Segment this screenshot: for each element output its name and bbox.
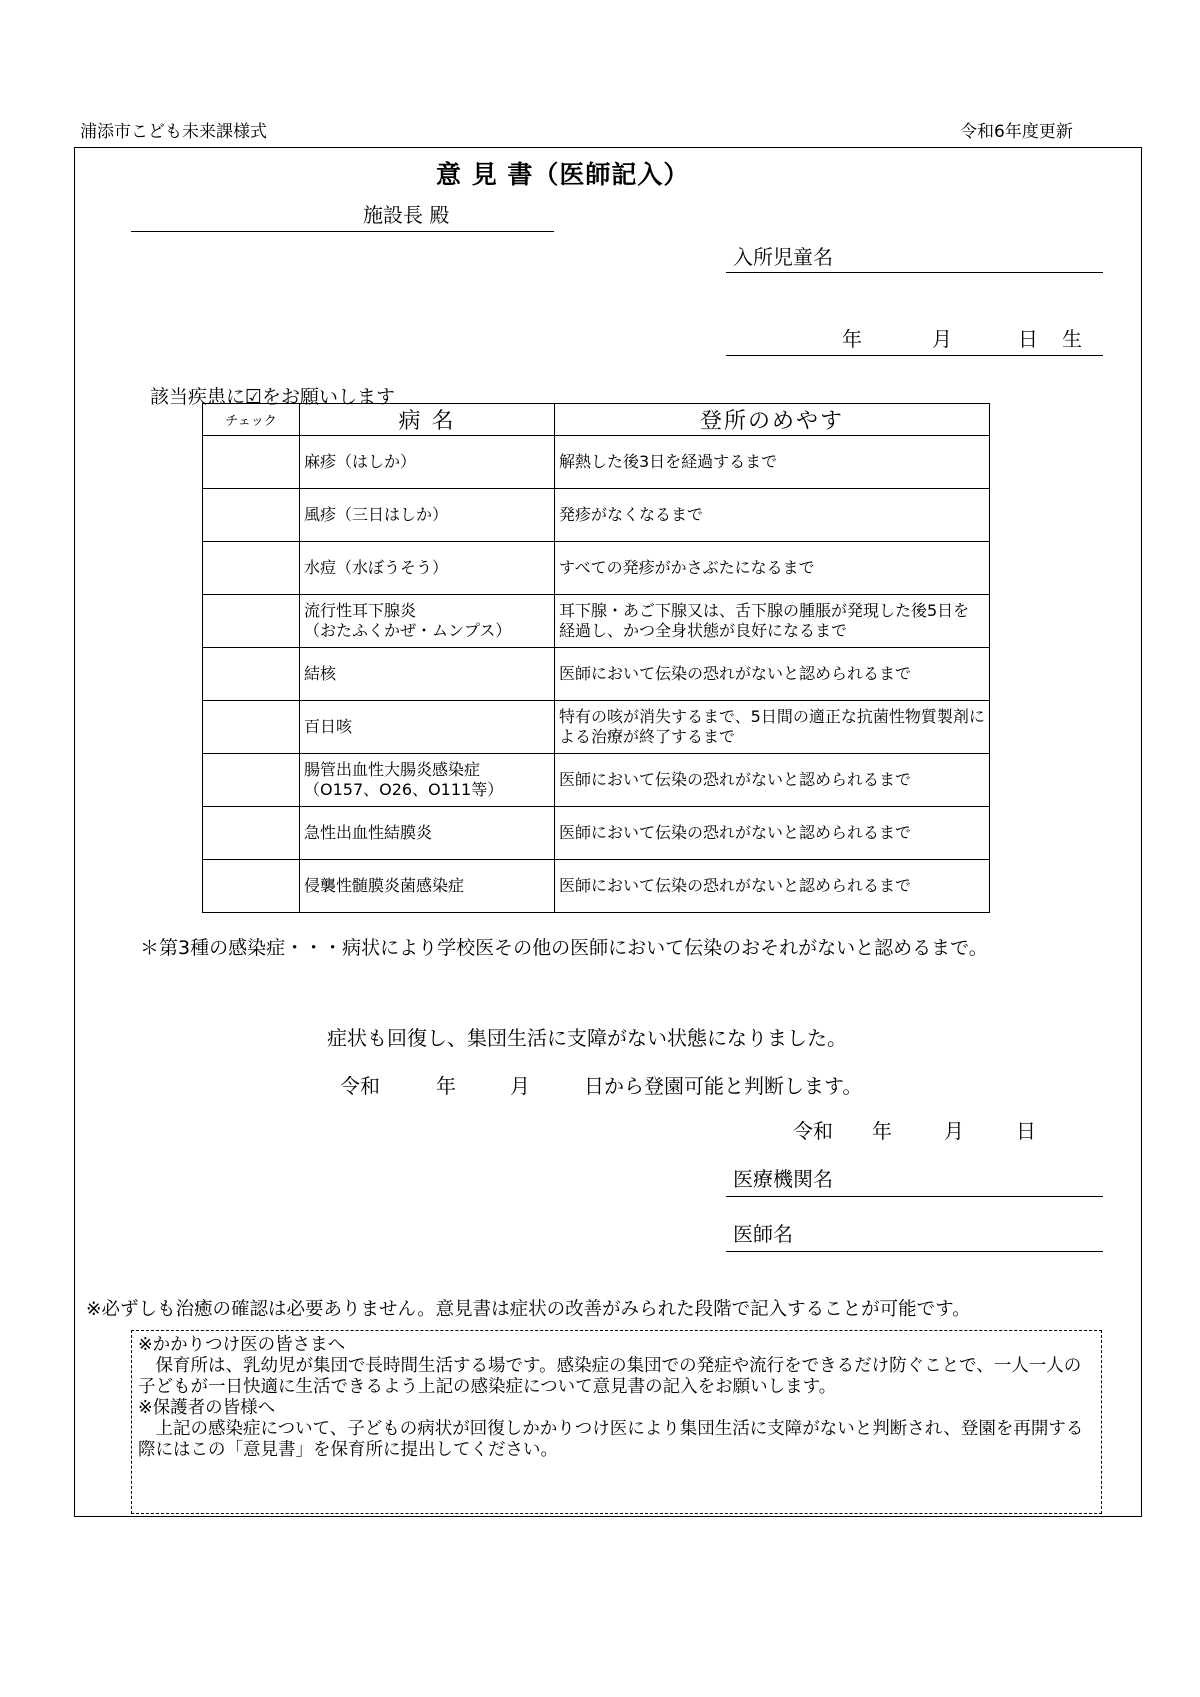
disease-name: 侵襲性髄膜炎菌感染症 (300, 860, 555, 913)
check-cell[interactable] (203, 436, 300, 489)
disease-name: 百日咳 (300, 701, 555, 754)
check-cell[interactable] (203, 595, 300, 648)
doctor-label: 医師名 (733, 1222, 793, 1246)
return-criteria: 医師において伝染の恐れがないと認められるまで (555, 807, 990, 860)
table-header-row (203, 404, 990, 436)
return-criteria: 耳下腺・あご下腺又は、舌下腺の腫脹が発現した後5日を経過し、かつ全身状態が良好になるまで (555, 595, 990, 648)
check-cell[interactable] (203, 489, 300, 542)
column-header-check: チェック (203, 404, 300, 436)
doctor-note-body: 保育所は、乳幼児が集団で長時間生活する場です。感染症の集団での発症や流行をできるだけ防ぐことで、一人一人の子どもが一日快適に生活できるよう上記の感染症について意見書の記入をお願いします。 (138, 1356, 1082, 1397)
disease-name: 急性出血性結膜炎 (300, 807, 555, 860)
table-row (203, 436, 990, 489)
revision-note: 令和6年度更新 (960, 122, 1073, 142)
institution-label: 医療機関名 (733, 1167, 833, 1191)
info-note-box (131, 1330, 1102, 1514)
sign-date-day: 日 (1016, 1119, 1036, 1143)
disease-name: 水痘（水ぼうそう） (300, 542, 555, 595)
disease-name: 結核 (300, 648, 555, 701)
table-row (203, 489, 990, 542)
sign-date-era: 令和 (793, 1119, 833, 1143)
addressee: 施設長 殿 (363, 203, 450, 227)
sign-date-year: 年 (872, 1119, 892, 1143)
statement-tail: 日から登園可能と判断します。 (584, 1074, 863, 1098)
disease-table (202, 403, 990, 913)
doctor-note-heading: ※かかりつけ医の皆さまへ (138, 1335, 346, 1355)
return-criteria: 発疹がなくなるまで (555, 489, 990, 542)
check-cell[interactable] (203, 701, 300, 754)
check-cell[interactable] (203, 860, 300, 913)
birth-year-label: 年 (842, 327, 862, 351)
column-header-criteria: 登所のめやす (555, 404, 990, 436)
birth-date-field[interactable] (726, 355, 1103, 356)
table-row (203, 860, 990, 913)
statement-era: 令和 (340, 1074, 380, 1098)
table-row (203, 807, 990, 860)
table-row (203, 648, 990, 701)
return-criteria: 医師において伝染の恐れがないと認められるまで (555, 648, 990, 701)
check-instruction: 該当疾患に☑をお願いします (150, 386, 396, 408)
table-row (203, 754, 990, 807)
table-row (203, 701, 990, 754)
disease-name: 腸管出血性大腸炎感染症 （O157、O26、O111等） (300, 754, 555, 807)
return-criteria: 医師において伝染の恐れがないと認められるまで (555, 860, 990, 913)
child-name-field[interactable] (726, 272, 1103, 273)
return-criteria: 医師において伝染の恐れがないと認められるまで (555, 754, 990, 807)
birth-suffix-label: 生 (1062, 327, 1082, 351)
guardian-note-body: 上記の感染症について、子どもの病状が回復しかかりつけ医により集団生活に支障がないと判断され、登園を再開する際にはこの「意見書」を保育所に提出してください。 (138, 1419, 1084, 1460)
institution-field[interactable] (726, 1196, 1103, 1197)
birth-day-label: 日 (1018, 327, 1038, 351)
guardian-note-heading: ※保護者の皆様へ (138, 1398, 276, 1418)
child-name-label: 入所児童名 (733, 245, 833, 269)
check-cell[interactable] (203, 648, 300, 701)
disease-name: 麻疹（はしか） (300, 436, 555, 489)
disease-name: 風疹（三日はしか） (300, 489, 555, 542)
check-cell[interactable] (203, 754, 300, 807)
form-issuer: 浦添市こども未来課様式 (80, 122, 267, 142)
statement-year: 年 (436, 1074, 456, 1098)
return-criteria: 特有の咳が消失するまで、5日間の適正な抗菌性物質製剤による治療が終了するまで (555, 701, 990, 754)
doctor-field[interactable] (726, 1251, 1103, 1252)
check-cell[interactable] (203, 542, 300, 595)
addressee-line[interactable] (131, 231, 554, 232)
table-row (203, 595, 990, 648)
disease-name: 流行性耳下腺炎 （おたふくかぜ・ムンプス） (300, 595, 555, 648)
footnote: ＊第3種の感染症・・・病状により学校医その他の医師において伝染のおそれがないと認めるまで。 (140, 937, 988, 959)
sign-date-month: 月 (944, 1119, 964, 1143)
recovery-statement: 症状も回復し、集団生活に支障がない状態になりました。 (327, 1026, 847, 1050)
table-row (203, 542, 990, 595)
return-criteria: 解熱した後3日を経過するまで (555, 436, 990, 489)
check-cell[interactable] (203, 807, 300, 860)
birth-month-label: 月 (932, 327, 952, 351)
notice: ※必ずしも治癒の確認は必要ありません。意見書は症状の改善がみられた段階で記入することが可能です。 (86, 1299, 971, 1320)
column-header-disease: 病 名 (300, 404, 555, 436)
statement-month: 月 (510, 1074, 530, 1098)
page-title: 意 見 書（医師記入） (436, 160, 690, 189)
return-criteria: すべての発疹がかさぶたになるまで (555, 542, 990, 595)
